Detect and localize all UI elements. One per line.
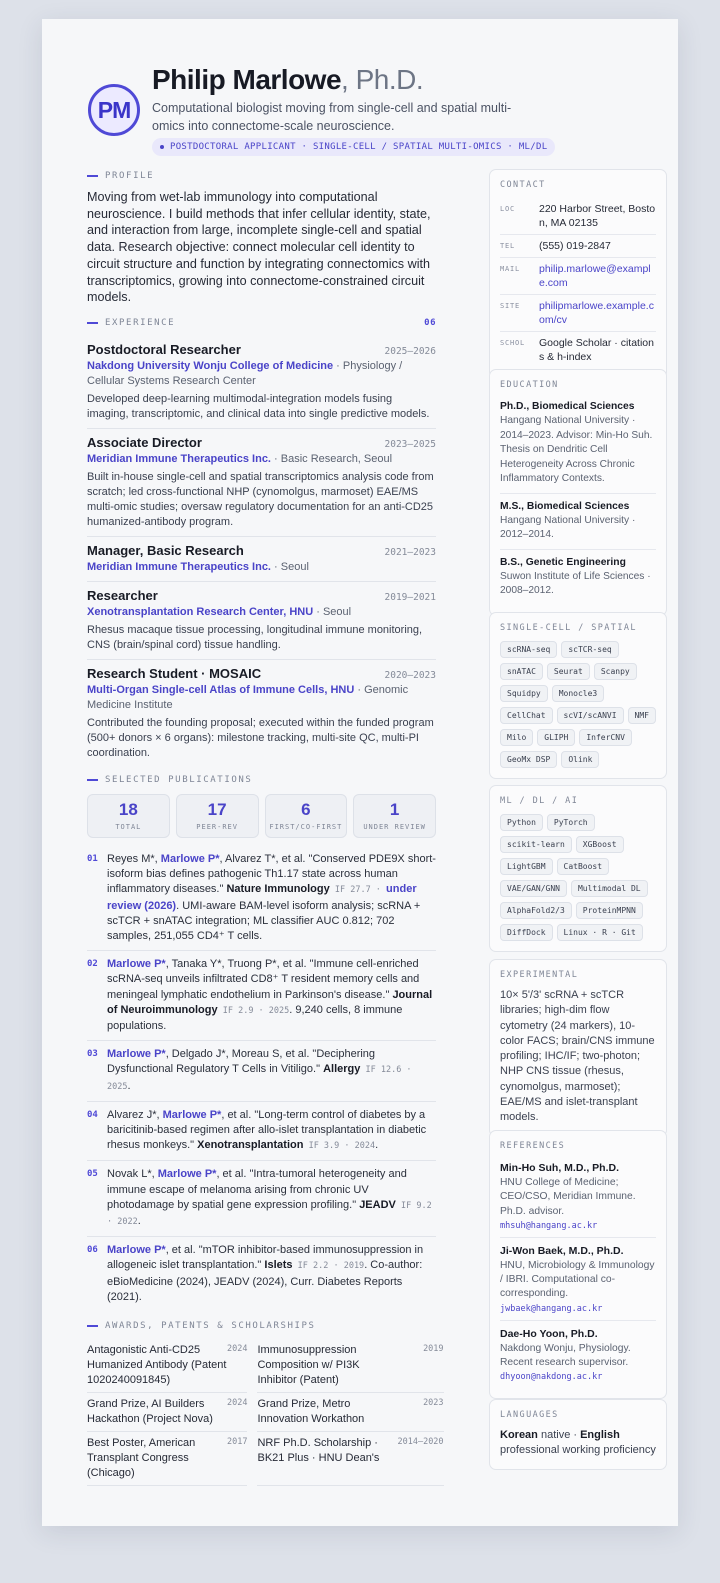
citation-notes: . 9,240 cells, 8 immune populations.	[107, 1003, 403, 1032]
ml-skills-card	[489, 785, 667, 952]
job-organization	[87, 359, 436, 389]
skill-chip: DiffDock	[500, 924, 553, 941]
skill-chip: Linux · R · Git	[557, 924, 643, 941]
publication-number: 03	[87, 1049, 98, 1060]
section-heading-experience	[87, 316, 436, 330]
skill-chip: LightGBM	[500, 858, 553, 875]
degree: , Ph.D.	[341, 64, 424, 95]
citation-self-author: Marlowe P*	[107, 1244, 166, 1257]
job-title: Associate Director	[87, 434, 202, 450]
experience-item	[87, 429, 436, 537]
card-heading: REFERENCES	[500, 1141, 566, 1151]
reference-detail: Nakdong Wonju, Physiology. Recent research supervisor.	[500, 1342, 631, 1369]
citation-self-author: Marlowe P*	[160, 852, 220, 865]
award-item	[257, 1432, 443, 1486]
education-detail: Hangang National University · 2014–2023. Advisor: Min-Ho Suh. Thesis on Dendritic Cell Heterogeneity Across Chronic Inflammatory Contexts.	[500, 415, 653, 484]
dot-icon	[160, 145, 164, 149]
education-list	[500, 398, 656, 605]
reference-email[interactable]: mhsuh@hangang.ac.kr	[500, 1220, 598, 1231]
profile-text: Moving from wet-lab immunology into computational neuroscience. I build methods that infer cellular identity, state, and interaction from large, incomplete single-cell and spatial data. Research objective: connect molecular cell identity to circuit structure and function by integrating connectomics with transcriptomics, growing into connectome-constrained circuit models.	[87, 190, 431, 305]
section-bar	[87, 779, 98, 781]
education-detail: Hangang National University · 2012–2014.	[500, 514, 636, 540]
skill-chip: NMF	[628, 707, 656, 724]
publication-stat	[265, 794, 348, 838]
award-date: 2024	[227, 1344, 248, 1354]
citation-journal: JEADV	[359, 1198, 396, 1211]
skill-chip: AlphaFold2/3	[500, 902, 572, 919]
skill-chip: Python	[500, 814, 543, 831]
organization-department: · Seoul	[313, 605, 352, 618]
citation-self-author: Marlowe P*	[107, 958, 166, 971]
citation-meta: IF 3.9 · 2024	[303, 1141, 376, 1152]
award-title: NRF Ph.D. Scholarship · BK21 Plus · HNU Dean's	[257, 1437, 380, 1464]
citation-authors: Novak L*,	[107, 1168, 158, 1181]
job-date: 2021–2023	[384, 546, 436, 558]
award-item	[87, 1339, 247, 1393]
publication-citation	[107, 1047, 436, 1095]
experience-item	[87, 582, 436, 660]
contact-row	[500, 235, 656, 258]
job-title: Postdoctoral Researcher	[87, 341, 241, 357]
avatar: PM	[88, 84, 140, 136]
reference-item	[500, 1242, 656, 1321]
stat-label: FIRST/CO-FIRST	[269, 823, 343, 832]
organization-department: · Basic Research, Seoul	[271, 452, 393, 465]
skill-chip: GeoMx DSP	[500, 751, 557, 768]
stat-label: UNDER REVIEW	[363, 823, 426, 832]
card-heading: SINGLE-CELL / SPATIAL	[500, 623, 637, 633]
citation-title: , Delgado J*, Moreau S, et al. "Deciphering Dysfunctional Regulatory T Cells in Vitiligo."	[107, 1048, 376, 1076]
education-item	[500, 554, 656, 605]
experimental-text: 10× 5'/3' scRNA + scTCR libraries; high-dim flow cytometry (24 markers), 10-color FACS; brain/CNS immune profiling; IHC/IF; two-photon; NHP CNS tissue (rhesus, cynomolgus, marmoset); EAE/MS and islet-transplant models.	[500, 989, 655, 1124]
contact-link[interactable]: philip.marlowe@example.com	[539, 263, 651, 289]
chip-list	[500, 641, 656, 768]
publication-stat	[353, 794, 436, 838]
publication-stat	[176, 794, 259, 838]
stat-value: 1	[389, 800, 400, 820]
contact-row	[500, 258, 656, 295]
reference-name: Dae-Ho Yoon, Ph.D.	[500, 1327, 598, 1340]
job-description: Built in-house single-cell and spatial transcriptomics analysis code from scratch; led cross-functional NHP (cynomolgus, marmoset) EAE/MS multi-omic studies; oversaw regulatory documentation for an anti-CD25 humanized-antibody program.	[87, 470, 434, 528]
skill-chip: scVI/scANVI	[557, 707, 624, 724]
language-english: English	[580, 1429, 620, 1441]
section-heading-publications	[87, 773, 436, 787]
job-date: 2020–2023	[384, 669, 436, 681]
experience-item	[87, 336, 436, 429]
job-description: Developed deep-learning multimodal-integration models fusing imaging, transcriptomic, and clinical data into single predictive models.	[87, 392, 430, 420]
award-date: 2019	[423, 1344, 444, 1354]
contact-value: 220 Harbor Street, Boston, MA 02135	[539, 203, 656, 229]
skill-chip: scRNA-seq	[500, 641, 557, 658]
job-organization	[87, 683, 436, 713]
contact-list	[500, 198, 656, 368]
citation-status: under review (2026)	[107, 883, 417, 912]
skill-chip: snATAC	[500, 663, 543, 680]
citation-title: , Tanaka Y*, Truong P*, et al. "Immune cell-enriched scRNA-seq unveils infiltrated CD8⁺ T resident memory cells and meningeal lymphatic endothelium in Parkinson's disease."	[107, 958, 420, 1001]
award-item	[257, 1393, 443, 1432]
citation-self-author: Marlowe P*	[107, 1048, 166, 1061]
citation-title: , Alvarez T*, et al. "Conserved PDE9X short-isoform bias defines pathogenic Th1.17 state across human inflammatory diseases."	[107, 852, 436, 896]
contact-row	[500, 332, 656, 368]
citation-journal: Allergy	[323, 1063, 361, 1076]
skill-chip: CatBoost	[557, 858, 610, 875]
contact-key: LOC	[500, 205, 516, 213]
tagline: Computational biologist moving from single-cell and spatial multi-omics into connectome-scale neuroscience.	[152, 101, 512, 133]
job-organization	[87, 452, 436, 467]
contact-value: (555) 019-2847	[539, 240, 611, 252]
citation-meta: IF 2.9 · 2025	[217, 1005, 290, 1016]
publication-citation	[107, 957, 436, 1034]
stat-value: 17	[207, 800, 227, 820]
skill-chip: scTCR-seq	[561, 641, 618, 658]
references-card	[489, 1130, 667, 1399]
section-bar	[87, 1325, 98, 1327]
citation-notes: .	[375, 1139, 379, 1152]
citation-notes: . UMI-aware BAM-level isoform analysis; scRNA + scTCR + snATAC integration; ML classifier AUC 0.812; 702 samples, 251,055 CD4⁺ T cells.	[107, 899, 421, 942]
page-title	[152, 64, 423, 96]
skill-chip: InferCNV	[579, 729, 632, 746]
education-degree: M.S., Biomedical Sciences	[500, 500, 630, 512]
citation-notes: . Co-author: eBioMedicine (2024), JEADV (2024), Curr. Diabetes Reports (2021).	[107, 1259, 423, 1303]
status-badge-label: POSTDOCTORAL APPLICANT · SINGLE-CELL / SPATIAL MULTI-OMICS · ML/DL	[170, 142, 548, 152]
education-item	[500, 498, 656, 550]
job-description: Contributed the founding proposal; executed within the funded program (500+ donors × 6 organs): milestone tracking, multi-site QC, multi-PI coordination.	[87, 716, 434, 759]
skill-chip: scikit-learn	[500, 836, 572, 853]
publication-list	[87, 846, 436, 1311]
experience-count: 06	[424, 317, 436, 328]
experimental-card	[489, 959, 667, 1137]
experience-item-header	[87, 666, 436, 681]
contact-key: SCHOL	[500, 339, 526, 347]
status-badge	[152, 138, 555, 156]
award-date: 2023	[423, 1398, 444, 1408]
skill-chip: Seurat	[547, 663, 590, 680]
contact-link[interactable]: philipmarlowe.example.com/cv	[539, 300, 654, 326]
card-heading: EXPERIMENTAL	[500, 970, 579, 980]
card-heading: CONTACT	[500, 180, 546, 190]
section-heading-label: PROFILE	[105, 171, 155, 181]
chip-list	[500, 814, 656, 941]
citation-meta: IF 2.2 · 2019	[292, 1261, 365, 1272]
single-cell-skills-card	[489, 612, 667, 779]
award-title: Immunosuppression Composition w/ PI3K Inhibitor (Patent)	[257, 1344, 360, 1386]
experience-item-header	[87, 435, 436, 450]
citation-journal: Nature Immunology	[226, 883, 330, 896]
skill-chip: CellChat	[500, 707, 553, 724]
job-organization	[87, 605, 436, 620]
skill-chip: Squidpy	[500, 685, 548, 702]
citation-notes: .	[127, 1079, 131, 1092]
publication-number: 04	[87, 1109, 98, 1120]
skill-chip: Scanpy	[594, 663, 637, 680]
publication-item	[87, 1237, 436, 1311]
skill-chip: Multimodal DL	[571, 880, 648, 897]
language-level: native ·	[537, 1429, 581, 1441]
experience-item-header	[87, 588, 436, 603]
publication-stats	[87, 794, 436, 838]
citation-title: , et al. "mTOR inhibitor-based immunosuppression in allogeneic islet transplantation."	[107, 1244, 424, 1272]
award-title: Grand Prize, Metro Innovation Workathon	[257, 1398, 365, 1425]
stat-label: PEER-REV	[196, 823, 238, 832]
award-item	[87, 1393, 247, 1432]
contact-row	[500, 295, 656, 332]
section-heading-awards	[87, 1319, 436, 1333]
job-date: 2025–2026	[384, 345, 436, 357]
citation-notes: .	[137, 1214, 141, 1227]
education-item	[500, 398, 656, 494]
award-item	[257, 1339, 443, 1393]
publication-item	[87, 846, 436, 951]
reference-email[interactable]: jwbaek@hangang.ac.kr	[500, 1303, 603, 1314]
citation-title: , et al. "Long-term control of diabetes by a baricitinib-based regimen after allo-islet transplantation in diabetic rhesus monkeys."	[107, 1108, 427, 1152]
publication-number: 01	[87, 853, 98, 864]
education-degree: B.S., Genetic Engineering	[500, 556, 626, 568]
publication-citation	[107, 1167, 436, 1230]
contact-value: Google Scholar · citations & h-index	[539, 337, 654, 363]
stat-value: 6	[301, 800, 311, 820]
organization-name: Multi-Organ Single-cell Atlas of Immune Cells, HNU	[87, 683, 355, 696]
publication-number: 05	[87, 1169, 98, 1180]
publication-stat	[87, 794, 170, 838]
citation-meta: IF 27.7 ·	[329, 885, 387, 896]
organization-name: Xenotransplantation Research Center, HNU	[87, 605, 314, 618]
section-heading-profile	[87, 169, 436, 183]
citation-meta: IF 12.6 · 2025	[107, 1065, 412, 1092]
reference-item	[500, 1159, 656, 1238]
award-item	[87, 1432, 247, 1486]
language-korean: Korean	[500, 1429, 538, 1441]
education-detail: Suwon Institute of Life Sciences · 2008–2012.	[500, 570, 651, 596]
award-date: 2017	[227, 1437, 248, 1447]
citation-self-author: Marlowe P*	[162, 1108, 222, 1121]
reference-list	[500, 1159, 656, 1388]
experience-item	[87, 660, 436, 767]
citation-journal: Xenotransplantation	[197, 1139, 304, 1152]
publication-citation	[107, 1243, 436, 1305]
contact-key: TEL	[500, 242, 516, 250]
job-date: 2019–2021	[384, 591, 436, 603]
award-date: 2024	[227, 1398, 248, 1408]
section-bar	[87, 175, 98, 177]
award-date: 2014–2020	[397, 1437, 444, 1447]
organization-department: · Seoul	[271, 560, 309, 573]
contact-key: MAIL	[500, 265, 521, 273]
award-title: Best Poster, American Transplant Congress (Chicago)	[87, 1437, 196, 1479]
skill-chip: VAE/GAN/GNN	[500, 880, 567, 897]
name: Philip Marlowe	[152, 64, 342, 95]
contact-row	[500, 198, 656, 235]
job-title: Researcher	[87, 587, 158, 603]
card-heading: EDUCATION	[500, 380, 559, 390]
organization-department: · Genomic Medicine Institute	[87, 683, 409, 711]
section-bar	[87, 322, 98, 324]
job-date: 2023–2025	[384, 438, 436, 450]
contact-card	[489, 169, 667, 379]
awards-grid	[87, 1339, 444, 1486]
reference-name: Ji-Won Baek, M.D., Ph.D.	[500, 1244, 624, 1257]
reference-detail: HNU College of Medicine; CEO/CSO, Meridian Immune. Ph.D. advisor.	[500, 1177, 636, 1217]
organization-name: Meridian Immune Therapeutics Inc.	[87, 452, 271, 465]
experience-item-header	[87, 342, 436, 357]
job-title: Research Student · MOSAIC	[87, 665, 262, 681]
citation-title: , et al. "Intra-tumoral heterogeneity and immune escape of melanoma arising from chronic UV photodamage by spatial gene expression profiling."	[107, 1168, 407, 1211]
job-description: Rhesus macaque tissue processing, longitudinal immune monitoring, CNS (brain/spinal cord) tissue handling.	[87, 623, 423, 651]
reference-detail: HNU, Microbiology & Immunology / IBRI. Computational co-corresponding.	[500, 1259, 655, 1300]
citation-authors: Alvarez J*,	[107, 1108, 163, 1121]
education-degree: Ph.D., Biomedical Sciences	[500, 401, 635, 412]
languages-card	[489, 1399, 667, 1470]
job-organization	[87, 560, 436, 575]
citation-authors: Reyes M*,	[107, 852, 161, 865]
citation-meta: IF 9.2 · 2022	[107, 1200, 432, 1227]
experience-list	[87, 336, 436, 767]
experience-item	[87, 537, 436, 582]
experience-item-header	[87, 543, 436, 558]
skill-chip: XGBoost	[576, 836, 624, 853]
resume-page	[42, 19, 678, 1526]
contact-key: SITE	[500, 302, 521, 310]
publication-item	[87, 1161, 436, 1237]
organization-name: Meridian Immune Therapeutics Inc.	[87, 560, 271, 573]
skill-chip: Milo	[500, 729, 533, 746]
reference-item	[500, 1325, 656, 1389]
education-card	[489, 369, 667, 616]
publication-item	[87, 1102, 436, 1162]
main-column	[87, 169, 444, 1486]
publication-item	[87, 1041, 436, 1102]
publication-number: 06	[87, 1245, 98, 1256]
citation-self-author: Marlowe P*	[157, 1168, 217, 1181]
award-title: Grand Prize, AI Builders Hackathon (Project Nova)	[87, 1398, 213, 1425]
section-heading-label: AWARDS, PATENTS & SCHOLARSHIPS	[105, 1321, 316, 1331]
publication-citation	[107, 852, 436, 944]
skill-chip: PyTorch	[547, 814, 595, 831]
stat-label: TOTAL	[115, 823, 142, 832]
citation-journal: Journal of Neuroimmunology	[107, 988, 433, 1016]
section-heading-label: SELECTED PUBLICATIONS	[105, 774, 253, 785]
reference-email[interactable]: dhyoon@nakdong.ac.kr	[500, 1372, 603, 1383]
skill-chip: Olink	[561, 751, 599, 768]
language-level: professional working proficiency	[500, 1444, 656, 1457]
section-heading-label: EXPERIENCE	[105, 317, 176, 328]
organization-name: Nakdong University Wonju College of Medicine	[87, 359, 334, 372]
publication-item	[87, 951, 436, 1041]
award-title: Antagonistic Anti-CD25 Humanized Antibody (Patent 1020240091845)	[87, 1344, 227, 1386]
card-heading: LANGUAGES	[500, 1410, 559, 1420]
citation-journal: Islets	[264, 1259, 293, 1272]
skill-chip: Monocle3	[552, 685, 605, 702]
stat-value: 18	[118, 800, 138, 820]
languages-text	[500, 1428, 656, 1459]
publication-citation	[107, 1108, 436, 1155]
card-heading: ML / DL / AI	[500, 796, 579, 806]
skill-chip: ProteinMPNN	[576, 902, 643, 919]
reference-name: Min-Ho Suh, M.D., Ph.D.	[500, 1162, 619, 1174]
organization-department: · Physiology / Cellular Systems Research Center	[87, 359, 403, 387]
skill-chip: GLIPH	[537, 729, 575, 746]
publication-number: 02	[87, 959, 98, 970]
job-title: Manager, Basic Research	[87, 542, 244, 558]
